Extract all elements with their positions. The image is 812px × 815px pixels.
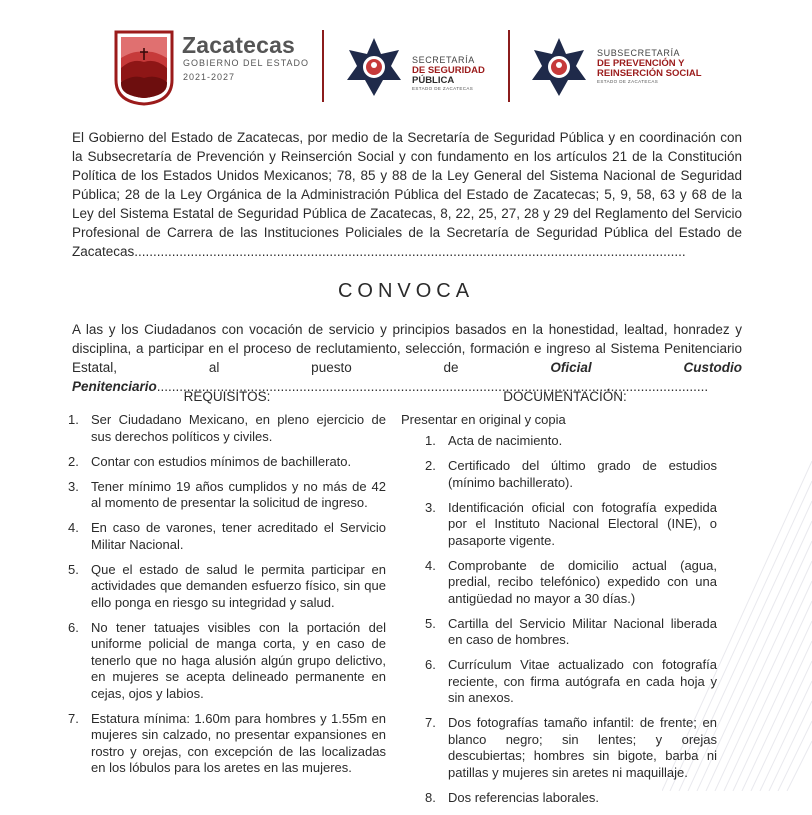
list-item [68, 711, 386, 777]
item-number: 5. [425, 615, 436, 631]
list-item [68, 520, 386, 553]
item-text: Dos referencias laborales. [448, 789, 600, 805]
item-number: 3. [425, 499, 436, 515]
header-divider [508, 30, 510, 102]
sub-line3: REINSERCIÓN SOCIAL [597, 68, 702, 79]
ssp-line1: SECRETARÍA [412, 55, 475, 65]
ssp-line2: DE SEGURIDAD [412, 65, 485, 76]
presentar-note: Presentar en original y copia [401, 412, 566, 427]
item-number: 7. [425, 715, 436, 730]
intro-paragraph [72, 128, 742, 261]
ssp-line3: PÚBLICA [412, 75, 455, 86]
sub-star-badge-icon [528, 36, 590, 98]
list-item [425, 790, 717, 807]
documentacion-list [401, 433, 717, 806]
item-text: Currículum Vitae actualizado con fotografía reciente, con firma autógrafa en cada hoja y sin anexos. [448, 657, 717, 705]
header-divider [322, 30, 324, 102]
item-number: 1. [425, 433, 436, 448]
item-number: 6. [425, 657, 436, 672]
intro-text: El Gobierno del Estado de Zacatecas, por medio de la Secretaría de Seguridad Pública y en coordinación con la Subsecretaría de Prevención y Reinserción Social y con fundamento en los artículos 21 de la Constitución Política de los Estados Unidos Mexicanos; 78, 85 y 88 de la Ley General del Sistema Nacional de Seguridad Pública; 28 de la Ley Orgánica de la Administración Pública del Estado de Zacatecas; 5, 9, 58, 63 y 68 de la Ley del Sistema Estatal de Seguridad Pública de Zacatecas, 8, 22, 25, 27, 28 y 29 del Reglamento del Servicio Profesional de Carrera de las Instituciones Policiales de la Secretaría de Seguridad Pública del Estado de Zacatecas [72, 130, 742, 259]
item-number: 4. [425, 557, 436, 573]
zacatecas-logo-subtitle: GOBIERNO DEL ESTADO [183, 58, 310, 68]
call-text: A las y los Ciudadanos con vocación de servicio y principios basados en la honestidad, lealtad, honradez y disciplina, a participar en el proceso de reclutamiento, selección, formación e ingreso al Sistema Penitenciario Estatal, al puesto de [72, 322, 742, 375]
item-number: 6. [68, 619, 79, 635]
intro-section [72, 128, 742, 261]
item-text: Tener mínimo 19 años cumplidos y no más de 42 al momento de presentar la solicitud de ingreso. [91, 478, 386, 510]
sub-line2: DE PREVENCIÓN Y [597, 58, 685, 69]
item-text: Estatura mínima: 1.60m para hombres y 1.55m en mujeres sin calzado, no presentar expansiones en rostro y orejas, con excepción de las localizadas en los lóbulos para los aretes en las mujeres. [91, 710, 386, 775]
item-text: Identificación oficial con fotografía expedida por el Instituto Nacional Electoral (INE), o pasaporte vigente. [448, 499, 717, 548]
item-number: 4. [68, 520, 79, 535]
header-logos [0, 0, 812, 118]
item-text: Dos fotografías tamaño infantil: de frente; en blanco negro; sin lentes; y orejas descubiertas; hombres sin bigote, barba ni patillas y mujeres sin aretes ni maquillaje. [448, 715, 717, 780]
convoca-title: CONVOCA [337, 280, 475, 302]
position-name: Oficial Custodio Penitenciario [72, 360, 742, 394]
dot-leader [134, 244, 685, 259]
item-text: Que el estado de salud le permita participar en actividades que demanden esfuerzo físico, sin que ello ponga en riesgo su integridad y salud. [91, 561, 386, 610]
list-item [425, 715, 717, 781]
item-number: 8. [425, 789, 436, 805]
zacatecas-logo-years: 2021-2027 [183, 72, 236, 82]
documentacion-column [401, 389, 717, 815]
list-item [68, 620, 386, 703]
call-section [72, 320, 742, 396]
item-text: En caso de varones, tener acreditado el Servicio Militar Nacional. [91, 520, 386, 552]
requisitos-heading: REQUISITOS: [183, 389, 271, 404]
requisitos-column [68, 389, 386, 785]
list-item [68, 479, 386, 512]
ssp-star-badge-icon [343, 36, 405, 98]
requisitos-list [68, 412, 386, 777]
item-number: 3. [68, 478, 79, 494]
list-item [425, 433, 717, 450]
item-text: Acta de nacimiento. [448, 433, 563, 448]
zacatecas-shield-logo [112, 28, 176, 106]
ssp-line4: ESTADO DE ZACATECAS [412, 86, 474, 91]
call-paragraph [72, 320, 742, 396]
item-number: 5. [68, 561, 79, 577]
list-item [425, 500, 717, 550]
item-text: Comprobante de domicilio actual (agua, predial, recibo telefónico) expedido con una antigüedad no mayor a 30 días.) [448, 557, 717, 606]
item-text: Certificado del último grado de estudios (mínimo bachillerato). [448, 458, 717, 490]
item-number: 7. [68, 710, 79, 726]
list-item [425, 558, 717, 608]
list-item [68, 412, 386, 445]
sub-line1: SUBSECRETARÍA [597, 48, 681, 58]
list-item [425, 458, 717, 491]
item-number: 1. [68, 412, 79, 427]
item-number: 2. [425, 458, 436, 473]
list-item [425, 657, 717, 707]
item-text: Cartilla del Servicio Militar Nacional liberada en caso de hombres. [448, 615, 717, 647]
item-text: Contar con estudios mínimos de bachillerato. [91, 453, 352, 469]
documentacion-heading: DOCUMENTACIÓN: [503, 389, 627, 404]
sub-line4: ESTADO DE ZACATECAS [597, 79, 659, 84]
item-text: No tener tatuajes visibles con la portación del uniforme policial de manga corta, y en caso de tenerlo que no haga alusión algún grupo delictivo, en mujeres se acepta delineado permanente en cejas, ojos y labios. [91, 619, 386, 701]
list-item [68, 562, 386, 612]
list-item [425, 616, 717, 649]
list-item [68, 454, 386, 471]
zacatecas-logo-name: Zacatecas [182, 32, 296, 58]
item-number: 2. [68, 453, 79, 469]
item-text: Ser Ciudadano Mexicano, en pleno ejercicio de sus derechos políticos y civiles. [91, 412, 386, 444]
